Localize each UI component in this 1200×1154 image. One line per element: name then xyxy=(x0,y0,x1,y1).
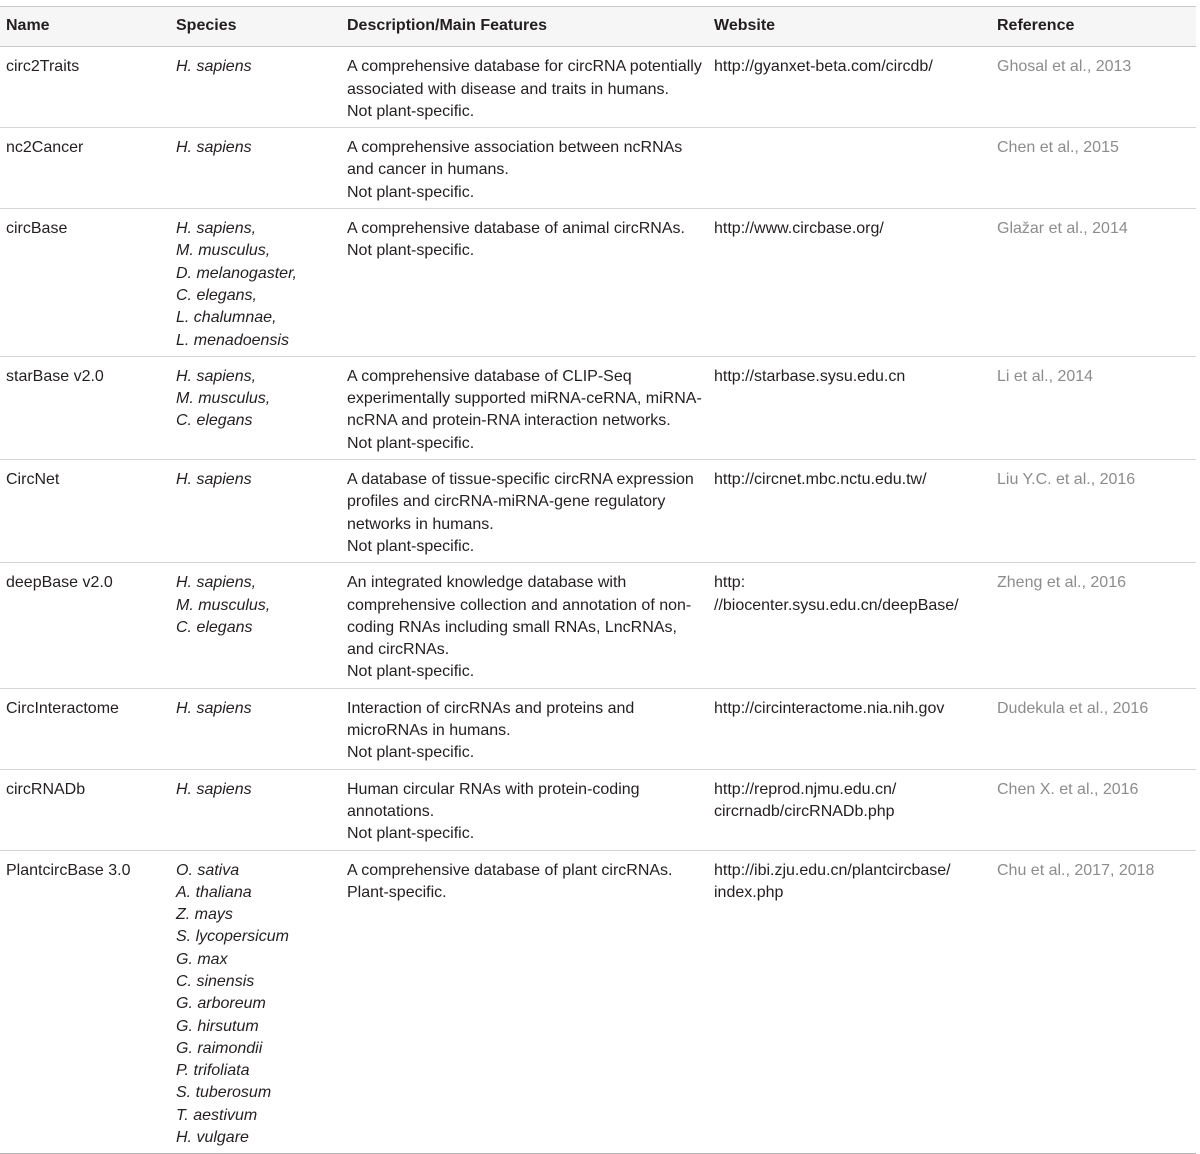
cell-website xyxy=(708,563,991,688)
cell-reference[interactable]: Dudekula et al., 2016 xyxy=(997,699,1149,717)
table-row xyxy=(0,850,1196,1154)
website-link[interactable]: http://reprod.njmu.edu.cn/ xyxy=(714,780,897,798)
table-row xyxy=(0,209,1196,357)
species-name: H. vulgare xyxy=(176,1129,249,1147)
table-row xyxy=(0,769,1196,850)
cell-name: CircInteractome xyxy=(6,699,119,717)
species-name: G. raimondii xyxy=(176,1039,263,1057)
species-name: S. tuberosum xyxy=(176,1084,272,1102)
description-text: A comprehensive association between ncRNAs and cancer in humans. xyxy=(347,139,683,179)
header-species: Species xyxy=(176,17,237,34)
description-text: A comprehensive database of animal circRNAs. xyxy=(347,220,685,238)
description-text: Not plant-specific. xyxy=(347,102,475,120)
website-link[interactable]: http: xyxy=(714,574,746,592)
species-name: G. hirsutum xyxy=(176,1017,259,1035)
cell-description xyxy=(341,128,708,209)
cell-name: CircNet xyxy=(6,471,60,489)
cell-reference[interactable]: Chen et al., 2015 xyxy=(997,139,1119,157)
cell-name: circBase xyxy=(6,220,68,238)
species-name: M. musculus, xyxy=(176,596,271,614)
species-name: G. max xyxy=(176,950,228,968)
cell-species xyxy=(170,356,341,459)
species-name: M. musculus, xyxy=(176,390,271,408)
cell-website xyxy=(708,460,991,563)
species-name: L. chalumnae, xyxy=(176,309,277,327)
cell-description xyxy=(341,850,708,1154)
cell-species xyxy=(170,769,341,850)
table-body xyxy=(0,47,1196,1154)
cell-reference[interactable]: Chu et al., 2017, 2018 xyxy=(997,861,1155,879)
description-text: A comprehensive database of CLIP-Seq experimentally supported miRNA-ceRNA, miRNA-ncRNA and protein-RNA interaction networks. xyxy=(347,367,702,430)
website-link[interactable]: http://circinteractome.nia.nih.gov xyxy=(714,699,945,717)
website-link[interactable]: http://www.circbase.org/ xyxy=(714,220,884,238)
website-link[interactable]: http://ibi.zju.edu.cn/plantcircbase/ xyxy=(714,861,951,879)
description-text: Human circular RNAs with protein-coding annotations. xyxy=(347,780,640,820)
cell-name: circRNADb xyxy=(6,780,86,798)
species-name: M. musculus, xyxy=(176,242,271,260)
cell-species xyxy=(170,688,341,769)
header-reference: Reference xyxy=(997,17,1075,34)
cell-species xyxy=(170,128,341,209)
cell-reference[interactable]: Li et al., 2014 xyxy=(997,367,1094,385)
cell-website xyxy=(708,850,991,1154)
species-name: L. menadoensis xyxy=(176,331,289,349)
website-link[interactable]: //biocenter.sysu.edu.cn/deepBase/ xyxy=(714,596,959,614)
cell-website xyxy=(708,128,991,209)
description-text: Plant-specific. xyxy=(347,883,447,901)
website-link[interactable]: circrnadb/circRNADb.php xyxy=(714,802,895,820)
table-row xyxy=(0,460,1196,563)
cell-species xyxy=(170,850,341,1154)
species-name: H. sapiens xyxy=(176,780,252,798)
species-name: O. sativa xyxy=(176,861,240,879)
header-website: Website xyxy=(714,17,776,34)
description-text: Not plant-specific. xyxy=(347,825,475,843)
cell-description xyxy=(341,563,708,688)
species-name: H. sapiens xyxy=(176,699,252,717)
species-name: C. sinensis xyxy=(176,972,255,990)
table-row xyxy=(0,356,1196,459)
species-name: H. sapiens xyxy=(176,471,252,489)
cell-website xyxy=(708,356,991,459)
description-text: Not plant-specific. xyxy=(347,242,475,260)
cell-description xyxy=(341,209,708,357)
cell-description xyxy=(341,688,708,769)
species-name: S. lycopersicum xyxy=(176,928,289,946)
description-text: Not plant-specific. xyxy=(347,183,475,201)
species-name: Z. mays xyxy=(176,906,233,924)
description-text: A comprehensive database of plant circRNAs. xyxy=(347,861,673,879)
header-name: Name xyxy=(6,17,50,34)
website-link[interactable]: http://starbase.sysu.edu.cn xyxy=(714,367,906,385)
cell-reference[interactable]: Zheng et al., 2016 xyxy=(997,574,1126,592)
species-name: A. thaliana xyxy=(176,883,252,901)
species-name: C. elegans xyxy=(176,412,253,430)
cell-description xyxy=(341,356,708,459)
cell-species xyxy=(170,460,341,563)
cell-name: PlantcircBase 3.0 xyxy=(6,861,131,879)
description-text: Not plant-specific. xyxy=(347,434,475,452)
cell-reference[interactable]: Chen X. et al., 2016 xyxy=(997,780,1139,798)
cell-website xyxy=(708,769,991,850)
header-description: Description/Main Features xyxy=(347,17,548,34)
description-text: Interaction of circRNAs and proteins and microRNAs in humans. xyxy=(347,699,635,740)
species-name: C. elegans, xyxy=(176,286,257,304)
cell-description xyxy=(341,769,708,850)
species-name: H. sapiens, xyxy=(176,367,257,385)
description-text: Not plant-specific. xyxy=(347,744,475,762)
species-name: H. sapiens xyxy=(176,58,252,76)
cell-website xyxy=(708,47,991,128)
website-link[interactable]: http://gyanxet-beta.com/circdb/ xyxy=(714,58,933,76)
website-link[interactable]: index.php xyxy=(714,883,784,901)
table-header xyxy=(0,7,1196,47)
website-link[interactable]: http://circnet.mbc.nctu.edu.tw/ xyxy=(714,471,927,489)
circrna-databases-table xyxy=(0,6,1196,1154)
table-row xyxy=(0,563,1196,688)
cell-website xyxy=(708,688,991,769)
species-name: T. aestivum xyxy=(176,1106,258,1124)
cell-reference[interactable]: Liu Y.C. et al., 2016 xyxy=(997,471,1136,489)
table-row xyxy=(0,47,1196,128)
cell-website xyxy=(708,209,991,357)
cell-reference[interactable]: Glažar et al., 2014 xyxy=(997,220,1128,238)
table-row xyxy=(0,688,1196,769)
description-text: A comprehensive database for circRNA potentially associated with disease and traits in humans. xyxy=(347,58,702,98)
description-text: Not plant-specific. xyxy=(347,537,475,555)
species-name: C. elegans xyxy=(176,618,253,636)
cell-species xyxy=(170,47,341,128)
cell-description xyxy=(341,47,708,128)
cell-name: starBase v2.0 xyxy=(6,367,104,385)
cell-name: nc2Cancer xyxy=(6,139,84,157)
species-name: P. trifoliata xyxy=(176,1062,250,1080)
header-row xyxy=(0,7,1196,47)
cell-species xyxy=(170,563,341,688)
cell-description xyxy=(341,460,708,563)
species-name: H. sapiens xyxy=(176,139,252,157)
cell-name: deepBase v2.0 xyxy=(6,574,113,592)
table-row xyxy=(0,128,1196,209)
species-name: H. sapiens, xyxy=(176,220,257,238)
species-name: H. sapiens, xyxy=(176,574,257,592)
description-text: A database of tissue-specific circRNA expression profiles and circRNA-miRNA-gene regulatory networks in humans. xyxy=(347,471,694,533)
description-text: Not plant-specific. xyxy=(347,663,475,681)
cell-species xyxy=(170,209,341,357)
description-text: An integrated knowledge database with comprehensive collection and annotation of non-coding RNAs including small RNAs, LncRNAs, and circRNAs. xyxy=(347,574,692,659)
cell-name: circ2Traits xyxy=(6,58,80,76)
species-name: D. melanogaster, xyxy=(176,264,297,282)
species-name: G. arboreum xyxy=(176,995,266,1013)
cell-reference[interactable]: Ghosal et al., 2013 xyxy=(997,58,1132,76)
